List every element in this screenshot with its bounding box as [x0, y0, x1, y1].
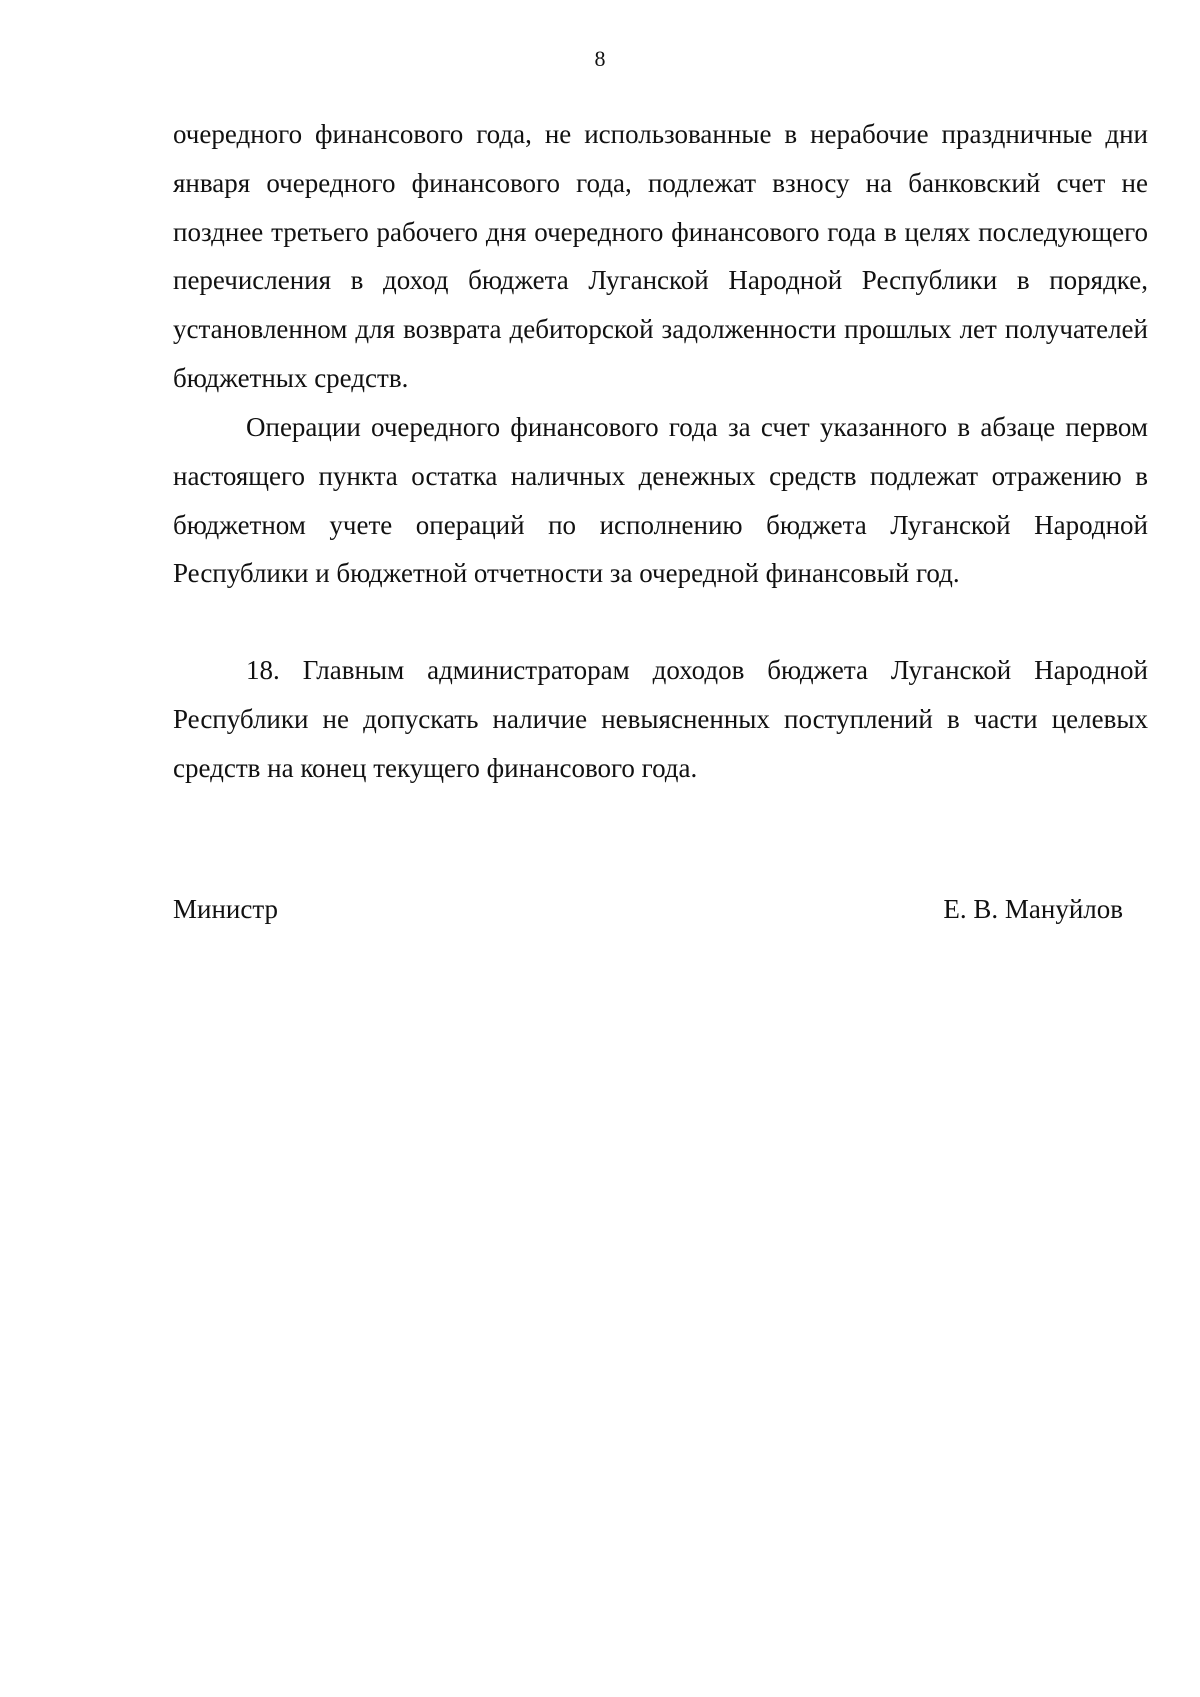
paragraph-item-18: 18. Главным администраторам доходов бюджета Луганской Народной Республики не допускать наличие невыясненных поступлений в части целевых средств на конец текущего финансового года.	[173, 655, 1148, 783]
page-number: 8	[594, 46, 606, 71]
signatory-title: Министр	[173, 894, 278, 924]
signatory-name: Е. В. Мануйлов	[943, 894, 1123, 924]
paragraph-operations: Операции очередного финансового года за счет указанного в абзаце первом настоящего пункта остатка наличных денежных средств подлежат отражению в бюджетном учете операций по исполнению бюджета Луганской Народной Республики и бюджетной отчетности за очередной финансовый год.	[173, 412, 1148, 589]
paragraph-continuation: очередного финансового года, не использованные в нерабочие праздничные дни января очередного финансового года, подлежат взносу на банковский счет не позднее третьего рабочего дня очередного финансового года в целях последующего перечисления в доход бюджета Луганской Народной Республики в порядке, установленном для возврата дебиторской задолженности прошлых лет получателей бюджетных средств.	[173, 119, 1148, 393]
